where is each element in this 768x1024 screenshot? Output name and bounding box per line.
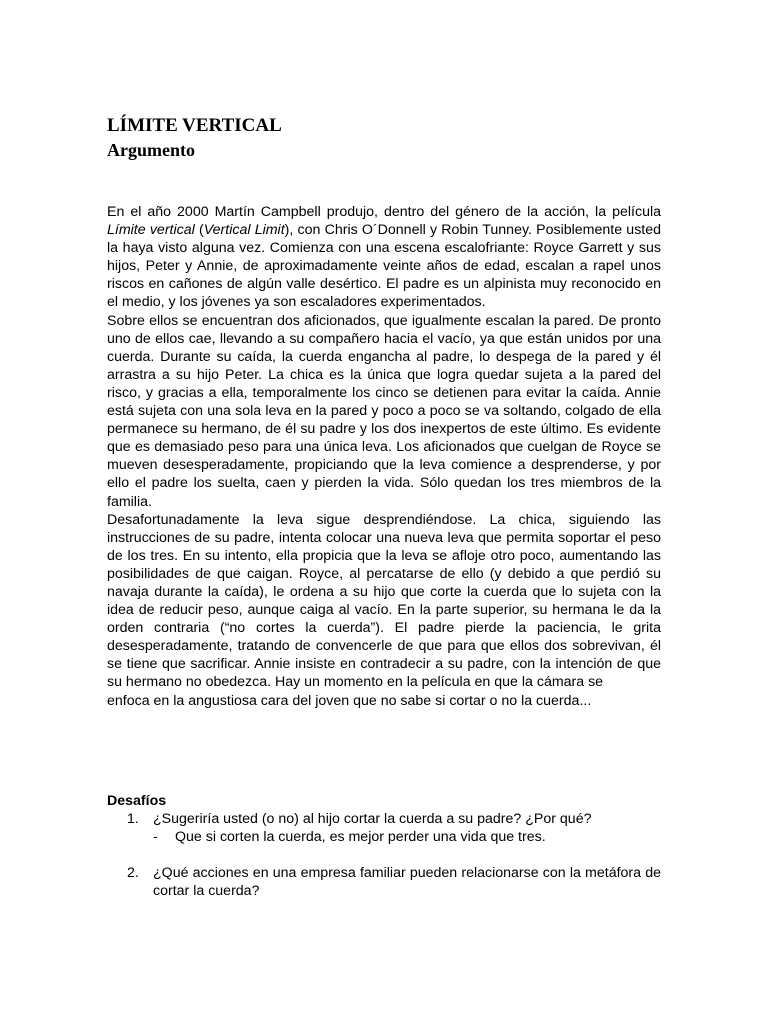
film-title-en: Vertical Limit (203, 222, 285, 239)
question-text: ¿Qué acciones en una empresa familiar pueden relacionarse con la metáfora de cortar la cuerda? (153, 865, 661, 900)
paragraph-closing: enfoca en la angustiosa cara del joven que no sabe si cortar o no la cuerda... (107, 692, 592, 709)
section-subtitle: Argumento (107, 140, 195, 160)
question-number: 2. (127, 865, 139, 881)
question-number: 1. (127, 811, 139, 827)
paragraph-intro-part: En el año 2000 Martín Campbell produjo, dentro del género de la acción, la película (107, 204, 661, 220)
question-text: ¿Sugeriría usted (o no) al hijo cortar la cuerda a su padre? ¿Por qué? (153, 811, 592, 827)
paragraph-intro-part: ), con Chris O´Donnell y Robin Tunney. Posiblemente usted la haya visto alguna vez. Comienza con una escena escalofriante: Royce Garrett y sus hijos, Peter y Annie, de aproximadamente veinte años de edad, escalan a rapel unos riscos en cañones de algún valle desértico. El padre es un alpinista muy reconocido en el medio, y los jóvenes ya son escaladores experimentados. (107, 222, 662, 311)
paragraph-dilemma: Desafortunadamente la leva sigue desprendiéndose. La chica, siguiendo las instrucciones de su padre, intenta colocar una nueva leva que permita soportar el peso de los tres. En su intento, ella propicia que la leva se afloje otro poco, aumentando las posibilidades de que caigan. Royce, al percatarse de ello (y debido a que perdió su navaja durante la caída), le ordena a su hijo que corte la cuerda que lo sujeta con la idea de reducir peso, aunque caiga al vacío. En la parte superior, su hermana le da la orden contraria (“no cortes la cuerda”). El padre pierde la paciencia, le grita desesperadamente, tratando de convencerle de que para que ellos dos sobrevivan, él se tiene que sacrificar. Annie insiste en contradecir a su padre, con la intención de que su hermano no obedezca. Hay un momento en la película en que la cámara se (107, 511, 661, 691)
paragraph-fall: Sobre ellos se encuentran dos aficionados, que igualmente escalan la pared. De pronto uno de ellos cae, llevando a su compañero hacia el vacío, ya que están unidos por una cuerda. Durante su caída, la cuerda engancha al padre, lo despega de la pared y él arrastra a su hijo Peter. La chica es la única que logra quedar sujeta a la pared del risco, y gracias a ella, temporalmente los cinco se detienen para evitar la caída. Annie está sujeta con una sola leva en la pared y poco a poco se va soltando, colgado de ella permanece su hermano, de él su padre y los dos inexpertos de este último. Es evidente que es demasiado peso para una única leva. Los aficionados que cuelgan de Royce se mueven desesperadamente, propiciando que la leva comience a desprenderse, y por ello el padre los suelta, caen y pierden la vida. Sólo quedan los tres miembros de la familia. (107, 312, 661, 510)
paragraph-intro (107, 203, 661, 312)
challenges-heading: Desafíos (107, 793, 167, 809)
argument-text (107, 203, 661, 710)
question-item (107, 864, 661, 900)
answer-bullet: - (153, 829, 158, 845)
film-title-es: Límite vertical (107, 222, 195, 239)
answer-text: Que si corten la cuerda, es mejor perder una vida que tres. (175, 829, 546, 845)
document-title: LÍMITE VERTICAL (107, 115, 282, 136)
paragraph-intro-part: ( (194, 222, 204, 239)
question-item (107, 810, 661, 828)
